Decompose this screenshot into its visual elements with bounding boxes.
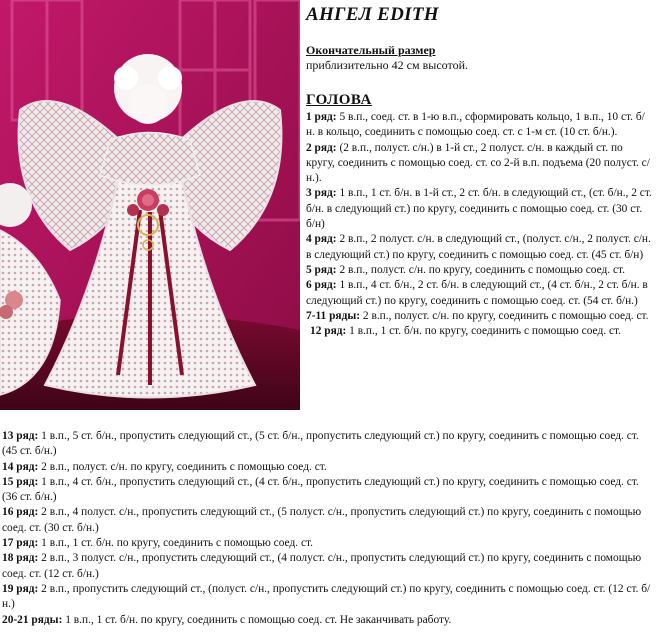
instruction-row bbox=[306, 278, 652, 309]
instructions-full-width bbox=[2, 429, 652, 628]
instruction-row bbox=[2, 613, 652, 628]
row-text: 1 в.п., 1 ст. б/н. в 1-й ст., 2 ст. б/н. в следующий ст., (ст. б/н., 2 ст. б/н. в следующий ст.) по кругу, соединить с помощью соед. ст. (30 ст. б/н) bbox=[306, 187, 652, 231]
row-label: 14 ряд: bbox=[2, 460, 39, 473]
row-text: 1 в.п., 4 ст. б/н., 2 ст. б/н. в следующий ст., (4 ст. б/н., 2 ст. б/н. в следующий ст.) по кругу, соединить с помощью соед. ст. (54 ст. б/н.) bbox=[306, 279, 648, 307]
instruction-row bbox=[2, 551, 652, 582]
instruction-row bbox=[306, 263, 652, 278]
row-label: 1 ряд: bbox=[306, 111, 337, 123]
instruction-row bbox=[306, 324, 652, 339]
instruction-row bbox=[2, 460, 652, 475]
row-text: 1 в.п., 1 ст. б/н. по кругу, соединить с помощью соед. ст. bbox=[41, 537, 313, 550]
final-size-heading: Окончательный размер bbox=[306, 43, 436, 57]
row-label: 7-11 ряды: bbox=[306, 309, 361, 322]
instruction-row bbox=[306, 110, 652, 141]
instruction-row bbox=[306, 232, 652, 263]
row-text: 2 в.п., полуст. с/н. по кругу, соединить с помощью соед. ст. bbox=[362, 309, 649, 322]
row-text: 1 в.п., 4 ст. б/н., пропустить следующий ст., (4 ст. б/н., пропустить следующий ст.) по кругу, соединить с помощью соед. ст. (36 ст. б/н.) bbox=[2, 475, 639, 504]
row-text: 1 в.п., 1 ст. б/н. по кругу, соединить с помощью соед. ст. Не заканчивать работу. bbox=[65, 613, 452, 626]
row-text: 1 в.п., 5 ст. б/н., пропустить следующий ст., (5 ст. б/н., пропустить следующий ст.) по кругу, соединить с помощью соед. ст. (45 ст. б/н.) bbox=[2, 430, 639, 458]
instruction-row bbox=[2, 536, 652, 551]
page-title: АНГЕЛ EDITH bbox=[306, 4, 439, 25]
row-text: 1 в.п., 1 ст. б/н. по кругу, соединить с помощью соед. ст. bbox=[349, 325, 621, 338]
row-text: 2 в.п., 2 полуст. с/н. в следующий ст., (полуст. с/н., 2 полуст. с/н. в следующий ст.) по кругу, соединить с помощью соед. ст. (45 ст. б/н) bbox=[306, 233, 651, 261]
row-label: 4 ряд: bbox=[306, 233, 337, 246]
row-label: 13 ряд: bbox=[2, 430, 39, 442]
row-label: 16 ряд: bbox=[2, 506, 39, 519]
row-label: 18 ряд: bbox=[2, 552, 39, 565]
row-label: 3 ряд: bbox=[306, 187, 337, 200]
row-label: 2 ряд: bbox=[306, 141, 337, 154]
row-text: 5 в.п., соед. ст. в 1-ю в.п., сформировать кольцо, 1 в.п., 10 ст. б/н. в кольцо, соединить с помощью соед. ст. с 1-м ст. (10 ст. б/н.). bbox=[306, 111, 645, 139]
row-text: (2 в.п., полуст. с/н.) в 1-й ст., 2 полуст. с/н. в каждый ст. по кругу, соединить с помощью соед. ст. со 2-й в.п. подъема (20 полуст. с/н.). bbox=[306, 141, 650, 185]
row-text: 2 в.п., полуст. с/н. по кругу, соединить с помощью соед. ст. bbox=[339, 263, 626, 276]
row-label: 20-21 ряды: bbox=[2, 613, 63, 626]
row-text: 2 в.п., 3 полуст. с/н., пропустить следующий ст., (4 полуст. с/н., пропустить следующий ст.) по кругу, соединить с помощью соед. ст. (12 ст. б/н.) bbox=[2, 552, 642, 580]
instruction-row bbox=[306, 186, 652, 232]
row-label: 5 ряд: bbox=[306, 263, 337, 276]
instruction-row bbox=[2, 582, 652, 613]
instruction-row bbox=[306, 141, 652, 187]
row-text: 2 в.п., 4 полуст. с/н., пропустить следующий ст., (5 полуст. с/н., пропустить следующий ст.) по кругу, соединить с помощью соед. ст. (30 ст. б/н.) bbox=[2, 506, 642, 534]
final-size-value: приблизительно 42 см высотой. bbox=[306, 58, 468, 72]
row-text: 2 в.п., полуст. с/н. по кругу, соединить с помощью соед. ст. bbox=[41, 460, 327, 473]
instruction-row bbox=[2, 505, 652, 536]
instruction-row bbox=[306, 309, 652, 324]
instruction-row bbox=[2, 429, 652, 460]
section-heading-head: ГОЛОВА bbox=[306, 92, 372, 108]
row-text: 2 в.п., пропустить следующий ст., (полуст. с/н., пропустить следующий ст.) по кругу, соединить с помощью соед. ст. (12 ст. б/н.) bbox=[2, 582, 651, 611]
row-label: 12 ряд: bbox=[310, 325, 347, 338]
instruction-row bbox=[2, 475, 652, 506]
row-label: 19 ряд: bbox=[2, 582, 39, 595]
row-label: 17 ряд: bbox=[2, 537, 39, 550]
angel-photo bbox=[0, 0, 300, 410]
row-label: 15 ряд: bbox=[2, 475, 39, 488]
instructions-right-column bbox=[306, 110, 652, 339]
row-label: 6 ряд: bbox=[306, 279, 337, 292]
